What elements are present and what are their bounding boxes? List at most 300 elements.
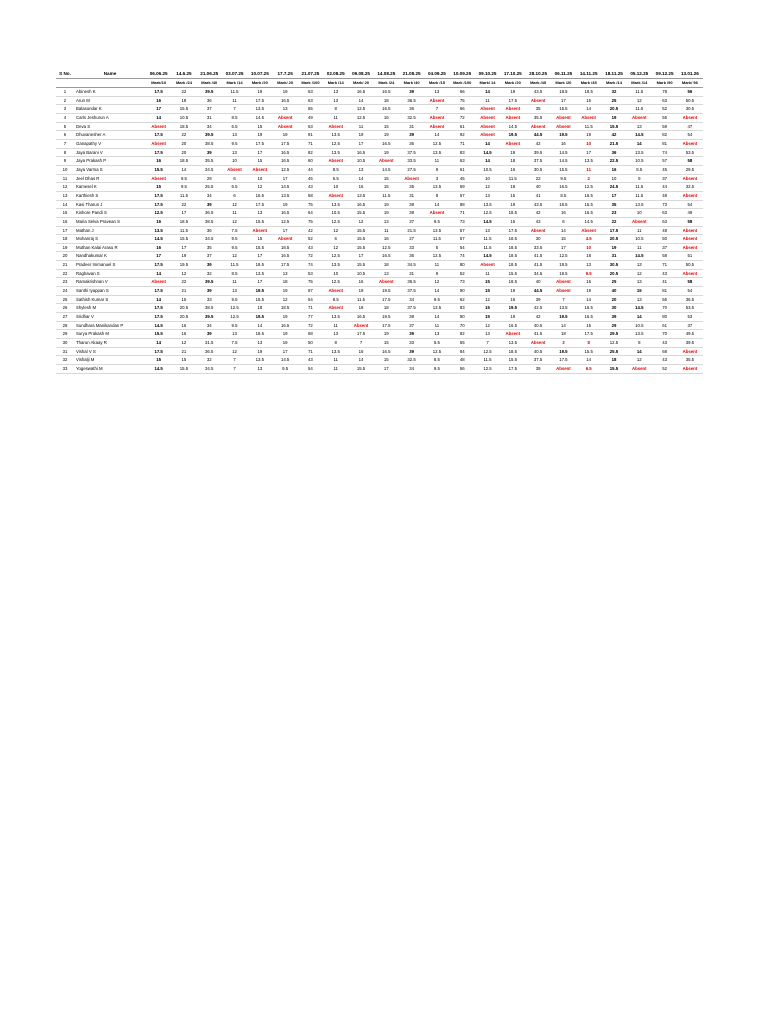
mark-cell: 71 [450, 209, 475, 218]
mark-cell: 14.5 [627, 252, 652, 261]
mark-cell: 12 [323, 243, 348, 252]
mark-cell: Absent [677, 347, 702, 356]
mark-cell: 17.5 [247, 200, 272, 209]
mark-cell: 18 [576, 252, 601, 261]
mark-cell: 39 [197, 200, 222, 209]
mark-cell: 37 [399, 321, 424, 330]
mark-cell: Absent [323, 287, 348, 296]
mark-cell: 15 [374, 183, 399, 192]
student-name-cell: Kishore Pandi S [74, 209, 146, 218]
mark-cell: 83 [450, 304, 475, 313]
mark-cell: 11 [323, 365, 348, 374]
mark-cell: 20.5 [601, 235, 626, 244]
mark-cell: 78 [652, 88, 677, 97]
mark-cell: 16 [500, 165, 525, 174]
mark-cell: 9.5 [222, 235, 247, 244]
mark-cell: 17 [601, 191, 626, 200]
mark-cell: 92 [450, 131, 475, 140]
mark-cell: 31 [399, 122, 424, 131]
mark-cell: 37 [677, 321, 702, 330]
mark-cell: 13 [323, 330, 348, 339]
mark-cell: Absent [323, 157, 348, 166]
mark-cell: 13.5 [627, 200, 652, 209]
mark-cell: 23 [601, 209, 626, 218]
date-header: 17.7.25 [272, 70, 297, 79]
student-name-cell: Jaya Barani V [74, 148, 146, 157]
sno-cell: 33 [56, 365, 74, 374]
mark-cell: 18 [374, 304, 399, 313]
sno-cell: 17 [56, 226, 74, 235]
mark-cell: 15 [576, 321, 601, 330]
mark-cell: 16 [576, 278, 601, 287]
mark-cell: 16.5 [247, 191, 272, 200]
mark-cell: 19 [348, 287, 373, 296]
max-marks-header: Mark /90 [652, 79, 677, 88]
mark-cell: 49.5 [677, 330, 702, 339]
mark-cell: 11 [222, 96, 247, 105]
mark-cell: 54 [298, 295, 323, 304]
mark-cell: 8 [323, 105, 348, 114]
mark-cell: 11.5 [627, 183, 652, 192]
mark-cell: 18.5 [551, 261, 576, 270]
mark-cell: 18.5 [247, 330, 272, 339]
mark-cell: 33 [197, 295, 222, 304]
mark-cell: 17.5 [500, 96, 525, 105]
mark-cell: 16 [348, 347, 373, 356]
mark-cell: 35.5 [677, 356, 702, 365]
mark-cell: 71 [652, 261, 677, 270]
mark-cell: 22.5 [601, 157, 626, 166]
mark-cell: 18 [171, 96, 196, 105]
mark-cell: 40 [525, 278, 550, 287]
mark-cell: 12 [627, 356, 652, 365]
mark-cell: 17.5 [146, 313, 171, 322]
mark-cell: 66 [450, 105, 475, 114]
mark-cell: Absent [576, 226, 601, 235]
mark-cell: 6 [222, 174, 247, 183]
table-row [56, 321, 703, 330]
mark-cell: 11 [323, 356, 348, 365]
mark-cell: 11.5 [475, 243, 500, 252]
mark-cell: 12.5 [601, 339, 626, 348]
mark-cell: 40 [601, 287, 626, 296]
mark-cell: 13 [627, 278, 652, 287]
date-header: 09.10.25 [475, 70, 500, 79]
mark-cell: 43 [652, 339, 677, 348]
sno-cell: 3 [56, 105, 74, 114]
mark-cell: 9.5 [551, 174, 576, 183]
mark-cell: 19 [272, 131, 297, 140]
mark-cell: 14.5 [272, 183, 297, 192]
mark-cell: 13 [272, 105, 297, 114]
mark-cell: 16 [374, 235, 399, 244]
mark-cell: 6.5 [323, 174, 348, 183]
mark-cell: 11 [424, 321, 449, 330]
mark-cell: Absent [551, 365, 576, 374]
table-row [56, 200, 703, 209]
mark-cell: Absent [677, 191, 702, 200]
table-row [56, 304, 703, 313]
mark-cell: 15.5 [247, 295, 272, 304]
mark-cell: 10 [323, 183, 348, 192]
mark-cell: 14 [576, 105, 601, 114]
mark-cell: 11 [222, 209, 247, 218]
mark-cell: 12.5 [272, 217, 297, 226]
mark-cell: 22 [601, 217, 626, 226]
mark-cell: 6.5 [222, 183, 247, 192]
date-header: 21.06.25 [197, 70, 222, 79]
sno-cell: 8 [56, 148, 74, 157]
mark-cell: 54 [450, 243, 475, 252]
mark-cell: 16.5 [374, 88, 399, 97]
mark-cell: 12 [475, 295, 500, 304]
mark-cell: 13.5 [627, 148, 652, 157]
mark-cell: 14 [576, 356, 601, 365]
mark-cell: 13 [247, 365, 272, 374]
mark-cell: 14 [551, 321, 576, 330]
mark-cell: Absent [677, 226, 702, 235]
mark-cell: 14 [348, 356, 373, 365]
mark-cell: 17.5 [146, 347, 171, 356]
mark-cell: 12 [348, 217, 373, 226]
mark-cell: 39 [525, 365, 550, 374]
mark-cell: 38.5 [197, 304, 222, 313]
mark-cell: 15 [475, 313, 500, 322]
mark-cell: 8 [576, 339, 601, 348]
mark-cell: 14 [146, 295, 171, 304]
mark-cell: 12 [323, 226, 348, 235]
sno-cell: 14 [56, 200, 74, 209]
mark-cell: 31 [197, 113, 222, 122]
mark-cell: 12.5 [348, 113, 373, 122]
mark-cell: 13 [247, 339, 272, 348]
mark-cell: Absent [500, 113, 525, 122]
mark-cell: 18.5 [551, 200, 576, 209]
mark-cell: 20.5 [601, 105, 626, 114]
mark-cell: 32.5 [399, 113, 424, 122]
mark-cell: 15.5 [146, 330, 171, 339]
student-name-cell: Ganapathy V [74, 139, 146, 148]
student-name-cell: Sundhara Manikandan P [74, 321, 146, 330]
mark-cell: 75 [450, 96, 475, 105]
mark-cell: 82 [298, 148, 323, 157]
mark-cell: 17.5 [601, 226, 626, 235]
mark-cell: 16.5 [576, 209, 601, 218]
student-name-cell: Yogeswathi M [74, 365, 146, 374]
mark-cell: 7.5 [222, 226, 247, 235]
sno-cell: 19 [56, 243, 74, 252]
mark-cell: 17.5 [146, 191, 171, 200]
mark-cell: 36 [197, 226, 222, 235]
mark-cell: 36.5 [197, 347, 222, 356]
mark-cell: 50 [298, 339, 323, 348]
mark-cell: 19.5 [500, 131, 525, 140]
max-marks-header-row [56, 79, 703, 88]
mark-cell: 10.5 [627, 321, 652, 330]
mark-cell: 38 [399, 313, 424, 322]
student-name-cell: Jaya Varma S [74, 165, 146, 174]
mark-cell: 12.5 [272, 165, 297, 174]
mark-cell: 72 [298, 321, 323, 330]
mark-cell: 17 [272, 174, 297, 183]
mark-cell: 12 [627, 269, 652, 278]
mark-cell: 12 [222, 217, 247, 226]
mark-cell: 30.5 [601, 261, 626, 270]
mark-cell: 14 [348, 174, 373, 183]
sno-cell: 20 [56, 252, 74, 261]
mark-cell: 11.5 [171, 226, 196, 235]
mark-cell: 19 [500, 287, 525, 296]
mark-cell: 42 [525, 209, 550, 218]
date-header: 21.08.25 [399, 70, 424, 79]
marks-table [56, 70, 703, 374]
mark-cell: 49 [677, 209, 702, 218]
table-row [56, 148, 703, 157]
mark-cell: 11.5 [475, 356, 500, 365]
mark-cell: 5 [424, 243, 449, 252]
mark-cell: 37.5 [399, 148, 424, 157]
sno-cell: 28 [56, 321, 74, 330]
mark-cell: 9.5 [222, 295, 247, 304]
mark-cell: 7 [222, 356, 247, 365]
mark-cell: 19.5 [551, 131, 576, 140]
mark-cell: 34.5 [197, 165, 222, 174]
mark-cell: 14.5 [374, 165, 399, 174]
mark-cell: 16.5 [374, 347, 399, 356]
mark-cell: 25.5 [601, 347, 626, 356]
mark-cell: 17.5 [146, 148, 171, 157]
mark-cell: 19 [247, 88, 272, 97]
mark-cell: 6.5 [576, 365, 601, 374]
mark-cell: 12 [171, 339, 196, 348]
mark-cell: 18.5 [171, 217, 196, 226]
mark-cell: 15.5 [348, 209, 373, 218]
mark-cell: Absent [475, 122, 500, 131]
mark-cell: 19 [374, 148, 399, 157]
mark-cell: 11 [323, 113, 348, 122]
mark-cell: 19 [374, 200, 399, 209]
mark-cell: 8.5 [424, 356, 449, 365]
mark-cell: 13 [475, 330, 500, 339]
mark-cell: 18 [374, 96, 399, 105]
mark-cell: 12 [424, 278, 449, 287]
mark-cell: 16.5 [272, 157, 297, 166]
mark-cell: 15.5 [247, 217, 272, 226]
student-name-cell: Vishalji M [74, 356, 146, 365]
mark-cell: 7 [222, 365, 247, 374]
mark-cell: 39 [525, 295, 550, 304]
mark-cell: 15.5 [348, 261, 373, 270]
mark-cell: 19 [500, 200, 525, 209]
table-row [56, 330, 703, 339]
mark-cell: 13.5 [146, 226, 171, 235]
table-row [56, 113, 703, 122]
mark-cell: 13 [627, 261, 652, 270]
mark-cell: 31 [601, 252, 626, 261]
mark-cell: 81 [652, 287, 677, 296]
mark-cell: 11.5 [424, 235, 449, 244]
mark-cell: 57 [450, 191, 475, 200]
mark-cell: 45 [298, 174, 323, 183]
mark-cell: 39.5 [197, 313, 222, 322]
mark-cell: 57 [450, 226, 475, 235]
mark-cell: 35 [399, 183, 424, 192]
mark-cell: 17.5 [146, 304, 171, 313]
mark-cell: 44 [298, 165, 323, 174]
mark-cell: 8.5 [222, 113, 247, 122]
mark-cell: 14 [475, 139, 500, 148]
mark-cell: 18 [374, 261, 399, 270]
mark-cell: 22 [171, 200, 196, 209]
sno-cell: 12 [56, 183, 74, 192]
mark-cell: 14.5 [146, 235, 171, 244]
mark-cell: 17.5 [146, 200, 171, 209]
date-header: 09.08.25 [348, 70, 373, 79]
sno-cell: 2 [56, 96, 74, 105]
mark-cell: 19.5 [247, 313, 272, 322]
mark-cell: 8 [323, 339, 348, 348]
mark-cell: 18.5 [500, 243, 525, 252]
mark-cell: 57 [450, 235, 475, 244]
mark-cell: Absent [627, 113, 652, 122]
table-row [56, 105, 703, 114]
mark-cell: 39.5 [525, 148, 550, 157]
mark-cell: 14 [171, 165, 196, 174]
mark-cell: 68 [298, 330, 323, 339]
mark-cell: 81 [652, 139, 677, 148]
mark-cell: 12 [171, 269, 196, 278]
date-header: 14.08.25 [374, 70, 399, 79]
mark-cell: 9.5 [222, 243, 247, 252]
table-row [56, 209, 703, 218]
mark-cell: 7 [348, 339, 373, 348]
mark-cell: 13.5 [424, 183, 449, 192]
mark-cell: 14 [247, 321, 272, 330]
mark-cell: 8.5 [551, 191, 576, 200]
mark-cell: 15 [500, 217, 525, 226]
student-name-cell: Santhi Iyappan S [74, 287, 146, 296]
mark-cell: Absent [525, 226, 550, 235]
sno-cell: 31 [56, 347, 74, 356]
mark-cell: 19 [272, 287, 297, 296]
mark-cell: Absent [677, 139, 702, 148]
mark-cell: 9.5 [222, 139, 247, 148]
mark-cell: 42 [525, 139, 550, 148]
mark-cell: 19 [576, 131, 601, 140]
sno-cell: 22 [56, 269, 74, 278]
mark-cell: 12.5 [323, 217, 348, 226]
mark-cell: 13 [576, 261, 601, 270]
mark-cell: 19 [576, 287, 601, 296]
mark-cell: 37.5 [399, 287, 424, 296]
mark-cell: 36 [197, 96, 222, 105]
sno-cell: 26 [56, 304, 74, 313]
mark-cell: 84 [450, 347, 475, 356]
mark-cell: 15.5 [348, 365, 373, 374]
mark-cell: 38.5 [197, 217, 222, 226]
mark-cell: 17 [247, 148, 272, 157]
mark-cell: 15 [247, 235, 272, 244]
sno-cell: 9 [56, 157, 74, 166]
mark-cell: 36.5 [399, 96, 424, 105]
mark-cell: Absent [677, 365, 702, 374]
mark-cell: 7 [424, 105, 449, 114]
mark-cell: 63 [298, 96, 323, 105]
mark-cell: 21.5 [601, 139, 626, 148]
mark-cell: 16.5 [576, 313, 601, 322]
mark-cell: 18.5 [500, 278, 525, 287]
mark-cell: 19 [247, 347, 272, 356]
mark-cell: 15 [171, 356, 196, 365]
mark-cell: 16.5 [348, 313, 373, 322]
mark-cell: 91 [298, 131, 323, 140]
mark-cell: 18 [551, 330, 576, 339]
mark-cell: 19.5 [374, 313, 399, 322]
name-header: Name [74, 70, 146, 79]
mark-cell: 14 [424, 200, 449, 209]
mark-cell: 19 [500, 313, 525, 322]
mark-cell: 35.5 [197, 157, 222, 166]
mark-cell: 18.5 [171, 157, 196, 166]
table-row [56, 226, 703, 235]
mark-cell: 10 [323, 269, 348, 278]
mark-cell: 15.5 [576, 200, 601, 209]
mark-cell: 14 [424, 313, 449, 322]
max-marks-header: Mark /100 [298, 79, 323, 88]
mark-cell: 63 [298, 88, 323, 97]
mark-cell: 47 [677, 122, 702, 131]
mark-cell: 29.5 [601, 330, 626, 339]
mark-cell: 24.5 [601, 183, 626, 192]
mark-cell: 14.5 [475, 252, 500, 261]
student-name-cell: Deva S [74, 122, 146, 131]
mark-cell: 13.5 [323, 313, 348, 322]
mark-cell: 36 [601, 148, 626, 157]
mark-cell: 10.5 [475, 165, 500, 174]
mark-cell: Absent [627, 365, 652, 374]
mark-cell: 40 [525, 183, 550, 192]
sno-cell: 27 [56, 313, 74, 322]
mark-cell: 15 [171, 295, 196, 304]
student-name-cell: Ramakrishnan V [74, 278, 146, 287]
mark-cell: 13 [475, 226, 500, 235]
mark-cell: 15 [551, 235, 576, 244]
mark-cell: 40.5 [525, 347, 550, 356]
student-name-cell: Raghavan S [74, 269, 146, 278]
mark-cell: 9.5 [222, 321, 247, 330]
mark-cell: 11.5 [627, 191, 652, 200]
mark-cell: 14.5 [146, 321, 171, 330]
max-marks-header: Mark/ 20 [272, 79, 297, 88]
mark-cell: 16 [551, 209, 576, 218]
mark-cell: 74 [450, 252, 475, 261]
mark-cell: 17 [348, 139, 373, 148]
student-name-cell: Jaya Prakash P [74, 157, 146, 166]
mark-cell: Absent [677, 235, 702, 244]
mark-cell: 5.5 [424, 339, 449, 348]
mark-cell: 36 [399, 105, 424, 114]
mark-cell: 21 [171, 287, 196, 296]
mark-cell: 35 [525, 105, 550, 114]
mark-cell: 31.5 [197, 339, 222, 348]
mark-cell: 15 [627, 287, 652, 296]
mark-cell: 10 [601, 174, 626, 183]
mark-cell: 11.5 [374, 191, 399, 200]
mark-cell: 12.5 [348, 105, 373, 114]
mark-cell: 61 [652, 321, 677, 330]
mark-cell: 17.5 [500, 365, 525, 374]
mark-cell: 16.5 [348, 88, 373, 97]
